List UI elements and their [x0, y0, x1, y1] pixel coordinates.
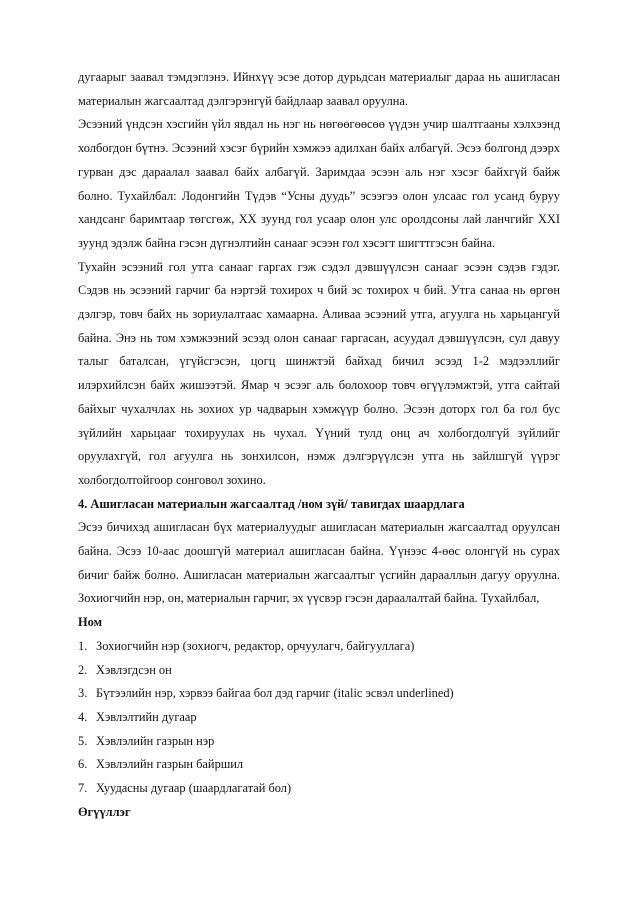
- list-item: [78, 682, 560, 706]
- book-reference-list: [78, 635, 560, 801]
- list-item: [78, 730, 560, 754]
- list-item: [78, 777, 560, 801]
- list-item-number: 7.: [78, 781, 88, 796]
- list-item-text: Хэвлэлийн газрын нэр: [96, 733, 215, 748]
- list-item-number: 1.: [78, 638, 88, 653]
- list-item-number: 5.: [78, 733, 88, 748]
- list-item-text: Зохиогчийн нэр (зохиогч, редактор, орчуулагч, байгууллага): [96, 638, 415, 653]
- list-item-text: Хуудасны дугаар (шаардлагатай бол): [96, 781, 292, 796]
- list-item: [78, 635, 560, 659]
- list-item-text: Хэвлэгдсэн он: [96, 662, 172, 677]
- paragraph-body-structure: Эсээний үндсэн хэсгийн үйл явдал нь нэг нь нөгөөгөөсөө үүдэн учир шалтгааны хэлхээнд холбогдон бүтнэ. Эсээний хэсэг бүрийн хэмжээ адилхан байх албагүй. Эсээ болгонд дээрх гурван дэс дараалал заавал байх албагүй. Заримдаа эсээн аль нэг хэсэг байхгүй байж болно. Тухайлбал: Лодонгийн Түдэв “Усны дуудь” эсээгээ олон улсаас гол усанд буруу хандсанг баримтаар төгсгөж, XX зуунд гол усаар олон улс оролдсоны лай ланчгийг XXI зуунд эдэлж байна гэсэн дүгнэлтийн санааг эсээн гол хэсэгт шигттгэсэн байна.: [78, 117, 560, 250]
- book-heading: Ном: [78, 615, 103, 630]
- list-item-number: 4.: [78, 709, 88, 724]
- article-heading: Өгүүллэг: [78, 804, 131, 819]
- list-item: [78, 753, 560, 777]
- list-item-text: Хэвлэлтийн дугаар: [96, 709, 197, 724]
- list-item-text: Хэвлэлийн газрын байршил: [96, 757, 244, 772]
- list-item-text: Бүтээлийн нэр, хэрвээ байгаа бол дэд гарчиг (italic эсвэл underlined): [96, 686, 454, 701]
- list-item-number: 2.: [78, 662, 88, 677]
- paragraph-topic: Тухайн эсээний гол утга санааг гаргах гэж сэдэл дэвшүүлсэн санааг эсээн сэдэв гэдэг. Сэдэв нь эсээний гарчиг ба нэртэй тохирох ч бий эс тохирох ч бий. Утга санаа нь өргөн дэлгэр, товч байх нь зориулалтаас хамаарна. Аливаа эсээний утга, агуулга нь харьцангуй байна. Энэ нь том хэмжээний эсээд олон санааг гаргасан, асуудал дэвшүүлсэн, сул давуу талыг баталсан, үгүйсгэсэн, цогц шинжтэй байхад бичил эсээд 1-2 мэдээллийг илэрхийлсэн байх жишээтэй. Ямар ч эсээг аль болохоор товч өгүүлэмжтэй, утга сайтай байхыг чухалчлах нь зохиох ур чадварын хэмжүүр болно. Эсээн доторх гол ба гол бус зүйлийн харьцааг тохируулах нь чухал. Үүний тулд онц ач холбогдолгүй зүйлийг оруулахгүй, гол агуулга нь зонхилсон, нэмж дэлгэрүүлсэн утга нь зайлшгүй үүрэг холбогдолтойгоор сонговол зохино.: [78, 259, 560, 487]
- section-heading: 4. Ашигласан материалын жагсаалтад /ном зүй/ тавигдах шаардлага: [78, 496, 465, 511]
- list-item-number: 3.: [78, 686, 88, 701]
- section-paragraph: Эсээ бичихэд ашигласан бүх материалуудыг ашигласан материалын жагсаалтад оруулсан байна. Эсээ 10-аас доошгүй материал ашигласан байна. Үүнээс 4-өөс олонгүй нь сурах бичиг байж болно. Ашигласан материалын жагсаалтыг үсгийн дарааллын дагуу оруулна. Зохиогчийн нэр, он, материалын гарчиг, эх үүсвэр гэсэн дараалалтай байна. Тухайлбал,: [78, 520, 560, 606]
- list-item: [78, 706, 560, 730]
- list-item-number: 6.: [78, 757, 88, 772]
- paragraph-continued: дугаарыг заавал тэмдэглэнэ. Ийнхүү эсэе дотор дурьдсан материалыг дараа нь ашигласан материалын жагсаалтад дэлгэрэнгүй байдлаар заавал оруулна.: [78, 70, 560, 108]
- list-item: [78, 659, 560, 683]
